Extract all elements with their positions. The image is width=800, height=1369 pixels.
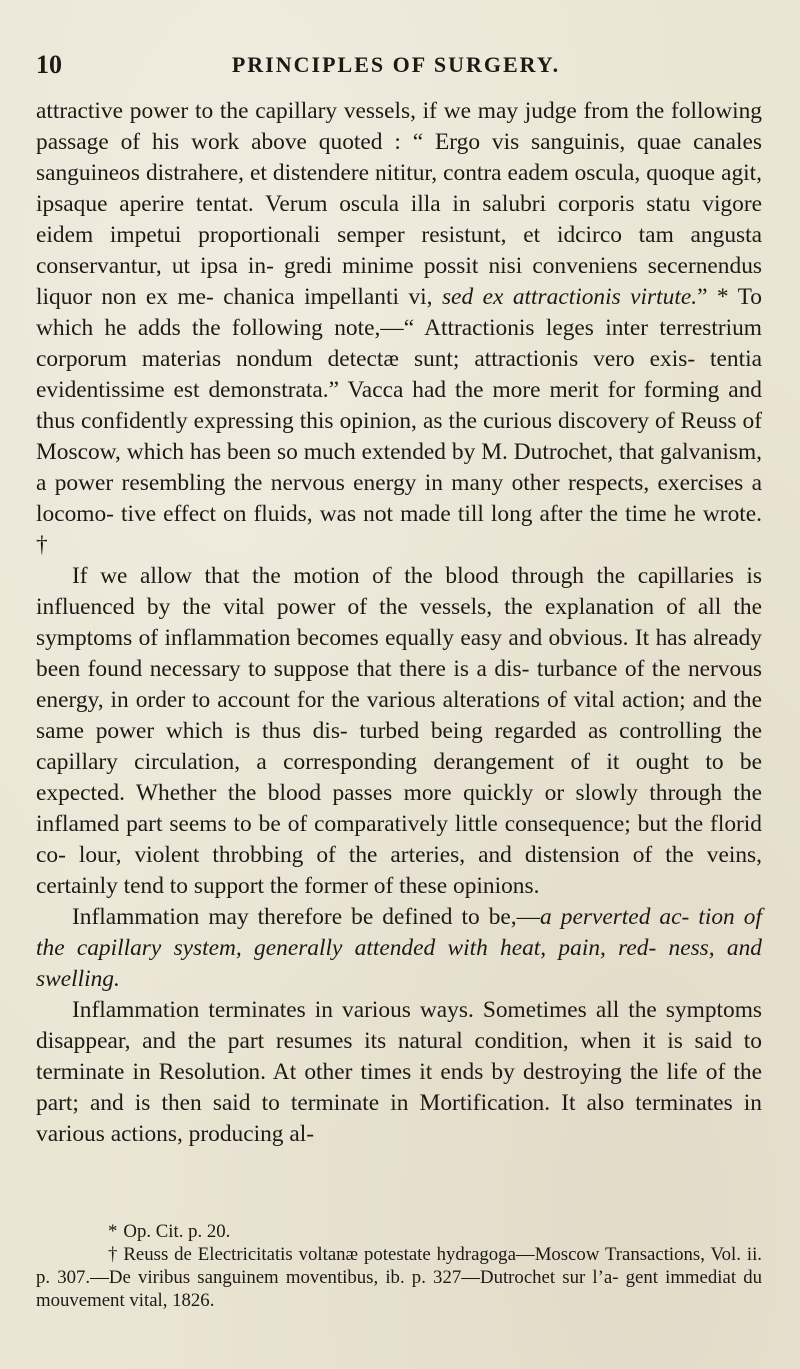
text-run: ” * To which he adds the following note,—“ Attractionis leges inter terrestrium corporum materias nondum detectæ sunt; attractionis vero exis- tentia evidentissime est demonstrata.” Vacca had the more merit for forming and thus confidently expressing this opinion, as the curious discovery of Reuss of Moscow, which has been so much extended by M. Dutrochet, that galvanism, a power resembling the nervous energy in many other respects, exercises a locomo- tive effect on fluids, was not made till long after the time he wrote. †	[36, 284, 762, 558]
text-run: Inflammation may therefore be defined to be,—	[72, 904, 541, 930]
footnote-text: Reuss de Electricitatis voltanæ potestate hydragoga—Moscow Transactions, Vol. ii. p. 307.—De viribus sanguinem moventibus, ib. p. 327—Dutrochet sur l’a- gent immediat du mouvement vital, 1826.	[36, 1244, 762, 1311]
text-run: attractive power to the capillary vessels, if we may judge from the following passage of his work above quoted : “ Ergo vis sanguinis, quae canales sanguineos distrahere, et distendere nititur, contra eadem oscula, quoque agit, ipsaque aperire tentat. Verum oscula illa in salubri corporis statu vigore eidem impetui proportionali semper resistunt, et idcirco tam angusta conservantur, ut ipsa in- gredi minime possit nisi conveniens secernendus liquor non ex me- chanica impellanti vi,	[36, 98, 762, 310]
footnotes	[36, 1220, 762, 1312]
footnote	[36, 1243, 762, 1312]
footnote	[36, 1220, 762, 1243]
paragraph	[36, 96, 762, 561]
page-header	[36, 50, 756, 84]
paragraph	[36, 902, 762, 995]
page-number: 10	[36, 50, 62, 79]
italic-text: sed ex attractionis virtute.	[441, 284, 698, 310]
paragraph	[36, 561, 762, 902]
footnote-mark: †	[108, 1244, 118, 1265]
footnote-mark: *	[108, 1221, 118, 1242]
paragraph	[36, 995, 762, 1150]
running-head: PRINCIPLES OF SURGERY.	[231, 52, 561, 77]
footnote-text: Op. Cit. p. 20.	[123, 1221, 231, 1242]
text-run: Inflammation terminates in various ways. Sometimes all the symptoms disappear, and the part resumes its natural condition, when it is said to terminate in Resolution. At other times it ends by destroying the life of the part; and is then said to terminate in Mortification. It also terminates in various actions, producing al-	[36, 997, 762, 1147]
italic-text: a perverted ac- tion of the capillary system, generally attended with heat, pain, red- ness, and swelling.	[36, 904, 762, 992]
text-run: If we allow that the motion of the blood through the capillaries is influenced by the vital power of the vessels, the explanation of all the symptoms of inflammation becomes equally easy and obvious. It has already been found necessary to suppose that there is a dis- turbance of the nervous energy, in order to account for the various alterations of vital action; and the same power which is thus dis- turbed being regarded as controlling the capillary circulation, a corresponding derangement of it ought to be expected. Whether the blood passes more quickly or slowly through the inflamed part seems to be of comparatively little consequence; but the florid co- lour, violent throbbing of the arteries, and distension of the veins, certainly tend to support the former of these opinions.	[36, 563, 762, 899]
body-text	[36, 96, 762, 1150]
